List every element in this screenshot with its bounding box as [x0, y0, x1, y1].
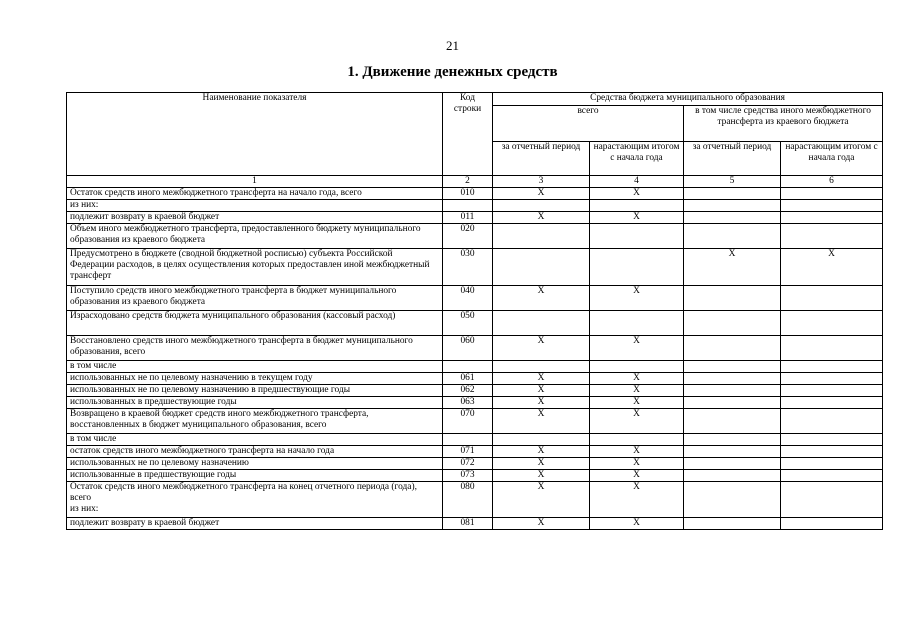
row-name: Восстановлено средств иного межбюджетного трансферта в бюджет муниципального образования, всего: [67, 336, 443, 361]
table-row: [67, 409, 883, 434]
row-name: остаток средств иного межбюджетного трансферта на начало года: [67, 446, 443, 458]
row-value: X: [493, 470, 590, 482]
row-value: [493, 224, 590, 249]
row-value: X: [493, 409, 590, 434]
header-funds: Средства бюджета муниципального образования: [493, 93, 883, 106]
row-value: [781, 518, 883, 530]
row-value: [590, 361, 684, 373]
row-value: [684, 482, 781, 518]
row-value: [684, 446, 781, 458]
row-value: [781, 286, 883, 311]
row-name: Остаток средств иного межбюджетного трансферта на конец отчетного периода (года), всего из них:: [67, 482, 443, 518]
row-name: Остаток средств иного межбюджетного трансферта на начало года, всего: [67, 188, 443, 200]
table-row: [67, 373, 883, 385]
table-row: [67, 458, 883, 470]
row-name: в том числе: [67, 361, 443, 373]
row-value: [590, 311, 684, 336]
row-value: [684, 385, 781, 397]
row-value: X: [493, 518, 590, 530]
row-code: [443, 200, 493, 212]
table-row: [67, 385, 883, 397]
row-value: [684, 212, 781, 224]
row-code: 071: [443, 446, 493, 458]
row-value: X: [590, 518, 684, 530]
row-value: [684, 188, 781, 200]
column-number: 5: [684, 176, 781, 188]
header-period-2: за отчетный период: [684, 142, 781, 176]
table-row: [67, 518, 883, 530]
table-row: [67, 446, 883, 458]
table-row: [67, 336, 883, 361]
table-row: [67, 212, 883, 224]
row-value: [493, 434, 590, 446]
document-title: 1. Движение денежных средств: [347, 64, 558, 80]
table-row: [67, 470, 883, 482]
row-value: [781, 482, 883, 518]
row-value: X: [590, 188, 684, 200]
row-value: [781, 409, 883, 434]
row-value: X: [590, 409, 684, 434]
row-code: 061: [443, 373, 493, 385]
row-name: использованных в предшествующие годы: [67, 397, 443, 409]
row-name: использованных не по целевому назначению в предшествующие годы: [67, 385, 443, 397]
row-value: [684, 518, 781, 530]
row-value: [781, 458, 883, 470]
row-name: Предусмотрено в бюджете (сводной бюджетной росписью) субъекта Российской Федерации расходов, в целях осуществления которых предоставлен иной межбюджетный трансферт: [67, 249, 443, 286]
row-value: X: [493, 446, 590, 458]
table-row: [67, 311, 883, 336]
table-row: [67, 361, 883, 373]
column-number: 2: [443, 176, 493, 188]
row-value: X: [493, 397, 590, 409]
row-name: из них:: [67, 200, 443, 212]
row-value: X: [493, 458, 590, 470]
row-value: [781, 397, 883, 409]
row-value: [493, 200, 590, 212]
row-value: [781, 373, 883, 385]
row-name: Возвращено в краевой бюджет средств иного межбюджетного трансферта, восстановленных в бюджет муниципального образования, всего: [67, 409, 443, 434]
header-total: всего: [493, 106, 684, 142]
header-indicator: Наименование показателя: [67, 93, 443, 176]
row-value: X: [590, 446, 684, 458]
row-value: [590, 224, 684, 249]
row-value: X: [590, 286, 684, 311]
row-value: [781, 224, 883, 249]
row-value: [684, 224, 781, 249]
row-value: [493, 249, 590, 286]
table-row: [67, 397, 883, 409]
row-value: [781, 361, 883, 373]
cash-flow-table: [66, 92, 883, 530]
table-row: [67, 249, 883, 286]
row-name: в том числе: [67, 434, 443, 446]
row-code: 010: [443, 188, 493, 200]
row-value: X: [590, 482, 684, 518]
row-value: [493, 361, 590, 373]
row-value: X: [590, 470, 684, 482]
row-name: использованных не по целевому назначению в текущем году: [67, 373, 443, 385]
row-value: [781, 434, 883, 446]
row-value: X: [590, 336, 684, 361]
row-name: подлежит возврату в краевой бюджет: [67, 518, 443, 530]
row-name: использованных не по целевому назначению: [67, 458, 443, 470]
row-value: X: [493, 373, 590, 385]
row-value: X: [590, 458, 684, 470]
row-value: [781, 470, 883, 482]
row-value: X: [590, 212, 684, 224]
column-number: 6: [781, 176, 883, 188]
row-value: [684, 373, 781, 385]
row-value: [590, 249, 684, 286]
row-value: X: [493, 336, 590, 361]
row-value: [590, 434, 684, 446]
row-value: [684, 458, 781, 470]
row-code: [443, 361, 493, 373]
column-number: 3: [493, 176, 590, 188]
row-code: 081: [443, 518, 493, 530]
table-row: [67, 200, 883, 212]
row-value: [684, 470, 781, 482]
header-period: за отчетный период: [493, 142, 590, 176]
row-value: [684, 397, 781, 409]
row-code: 050: [443, 311, 493, 336]
row-value: [781, 188, 883, 200]
table-row: [67, 286, 883, 311]
row-value: X: [493, 385, 590, 397]
row-name: использованные в предшествующие годы: [67, 470, 443, 482]
row-code: 040: [443, 286, 493, 311]
row-value: [684, 200, 781, 212]
table-row: [67, 482, 883, 518]
row-code: [443, 434, 493, 446]
header-cumulative: нарастающим итогом с начала года: [590, 142, 684, 176]
row-name: Поступило средств иного межбюджетного трансферта в бюджет муниципального образования из краевого бюджета: [67, 286, 443, 311]
row-code: 072: [443, 458, 493, 470]
table-row: [67, 188, 883, 200]
row-value: X: [493, 212, 590, 224]
row-value: [684, 311, 781, 336]
row-code: 060: [443, 336, 493, 361]
row-value: X: [684, 249, 781, 286]
row-name: Объем иного межбюджетного трансферта, предоставленного бюджету муниципального образования из краевого бюджета: [67, 224, 443, 249]
row-value: [590, 200, 684, 212]
table-row: [67, 224, 883, 249]
row-value: [781, 385, 883, 397]
row-value: X: [590, 397, 684, 409]
column-number: 1: [67, 176, 443, 188]
row-value: [781, 336, 883, 361]
row-code: 073: [443, 470, 493, 482]
row-value: [684, 409, 781, 434]
row-value: X: [493, 188, 590, 200]
row-value: X: [590, 385, 684, 397]
header-cumulative-2: нарастающим итогом с начала года: [781, 142, 883, 176]
row-code: 030: [443, 249, 493, 286]
header-code: Код строки: [443, 93, 493, 176]
row-value: X: [493, 286, 590, 311]
row-value: [684, 336, 781, 361]
row-value: X: [590, 373, 684, 385]
row-value: [781, 311, 883, 336]
row-code: 062: [443, 385, 493, 397]
table-row: [67, 434, 883, 446]
row-name: подлежит возврату в краевой бюджет: [67, 212, 443, 224]
row-name: Израсходовано средств бюджета муниципального образования (кассовый расход): [67, 311, 443, 336]
row-value: X: [493, 482, 590, 518]
row-value: [684, 286, 781, 311]
row-value: [781, 212, 883, 224]
row-value: [781, 200, 883, 212]
row-code: 020: [443, 224, 493, 249]
page-number: 21: [446, 38, 459, 53]
row-code: 070: [443, 409, 493, 434]
row-value: [684, 361, 781, 373]
row-code: 011: [443, 212, 493, 224]
row-value: [684, 434, 781, 446]
row-code: 063: [443, 397, 493, 409]
row-value: [493, 311, 590, 336]
row-code: 080: [443, 482, 493, 518]
column-numbers-row: [67, 176, 883, 188]
row-value: X: [781, 249, 883, 286]
column-number: 4: [590, 176, 684, 188]
row-value: [781, 446, 883, 458]
header-incl: в том числе средства иного межбюджетного трансферта из краевого бюджета: [684, 106, 883, 142]
